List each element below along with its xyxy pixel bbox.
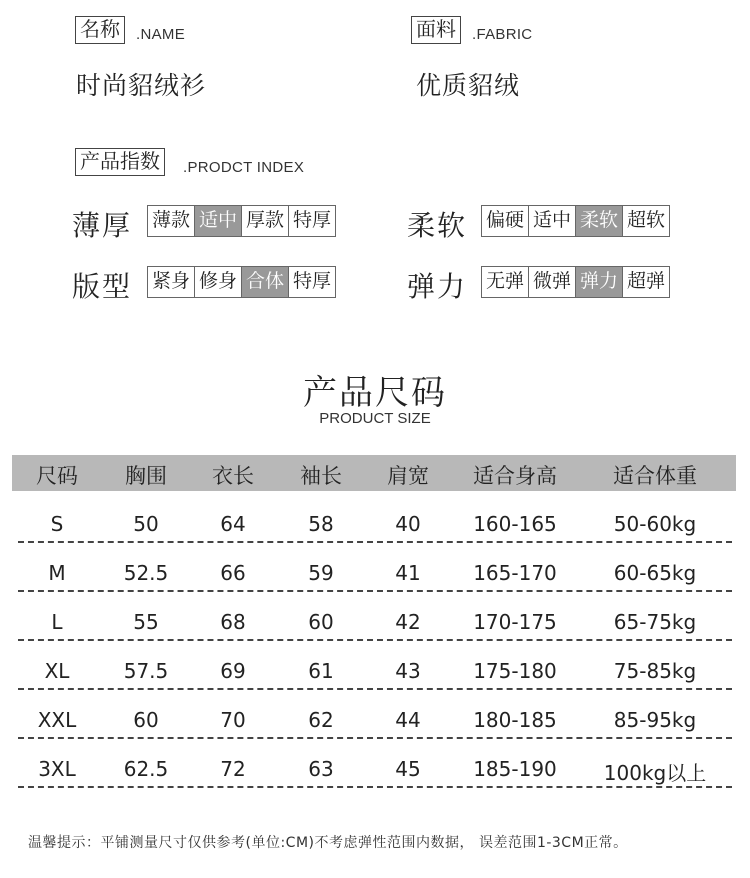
table-cell: 63 (308, 757, 334, 781)
table-cell: 69 (220, 659, 246, 683)
size-title: 产品尺码 (303, 373, 447, 413)
table-cell: S (50, 512, 64, 536)
row-divider (18, 590, 732, 592)
property-option: 超软 (623, 206, 669, 236)
property-option: 特厚 (289, 267, 335, 297)
fabric-label: 面料 (411, 16, 461, 44)
table-cell: 40 (395, 512, 421, 536)
table-cell: XXL (37, 708, 77, 732)
name-label: 名称 (75, 16, 125, 44)
column-header: 适合体重 (613, 464, 697, 488)
table-cell: 65-75kg (613, 610, 697, 634)
table-cell: 43 (395, 659, 421, 683)
table-cell: 55 (133, 610, 159, 634)
table-cell: 57.5 (123, 659, 169, 683)
table-cell: 60 (308, 610, 334, 634)
table-cell: 60-65kg (613, 561, 697, 585)
table-cell: 50 (133, 512, 159, 536)
table-cell: 75-85kg (613, 659, 697, 683)
name-sub: .NAME (136, 26, 186, 43)
table-cell: 3XL (38, 757, 76, 781)
row-divider (18, 688, 732, 690)
name-value: 时尚貂绒衫 (76, 71, 207, 100)
table-cell: 52.5 (123, 561, 169, 585)
row-divider (18, 786, 732, 788)
table-cell: 62 (308, 708, 334, 732)
property-option: 超弹 (623, 267, 669, 297)
table-cell: 70 (220, 708, 246, 732)
table-cell: 61 (308, 659, 334, 683)
table-cell: 66 (220, 561, 246, 585)
table-cell: 59 (308, 561, 334, 585)
property-option: 修身 (195, 267, 242, 297)
index-label: 产品指数 (75, 148, 165, 176)
property-options (147, 266, 336, 298)
table-cell: 185-190 (473, 757, 557, 781)
table-cell: 50-60kg (613, 512, 697, 536)
property-option: 微弹 (529, 267, 576, 297)
property-options (481, 205, 670, 237)
property-label: 柔软 (407, 209, 468, 242)
table-cell: 64 (220, 512, 246, 536)
table-cell: 85-95kg (613, 708, 697, 732)
table-cell: 160-165 (473, 512, 557, 536)
property-label: 弹力 (407, 270, 468, 303)
table-cell: 42 (395, 610, 421, 634)
property-option: 紧身 (148, 267, 195, 297)
property-options (481, 266, 670, 298)
row-divider (18, 639, 732, 641)
property-option-selected: 弹力 (576, 267, 623, 297)
column-header: 袖长 (300, 464, 342, 488)
table-cell: 165-170 (473, 561, 557, 585)
property-option: 偏硬 (482, 206, 529, 236)
row-divider (18, 541, 732, 543)
table-cell: 41 (395, 561, 421, 585)
row-divider (18, 737, 732, 739)
table-cell: L (51, 610, 63, 634)
table-cell: XL (44, 659, 70, 683)
property-option: 无弹 (482, 267, 529, 297)
table-cell: 60 (133, 708, 159, 732)
property-option: 薄款 (148, 206, 195, 236)
size-table-header (12, 455, 736, 491)
table-cell: 58 (308, 512, 334, 536)
column-header: 衣长 (212, 464, 254, 488)
property-option: 厚款 (242, 206, 289, 236)
property-option-selected: 柔软 (576, 206, 623, 236)
property-option: 适中 (529, 206, 576, 236)
footnote: 温馨提示：平铺测量尺寸仅供参考(单位:CM)不考虑弹性范围内数据， 误差范围1-3CM正常。 (28, 835, 628, 851)
table-cell: 44 (395, 708, 421, 732)
table-cell: 175-180 (473, 659, 557, 683)
column-header: 肩宽 (387, 464, 429, 488)
fabric-value: 优质貂绒 (416, 71, 521, 100)
column-header: 适合身高 (473, 464, 557, 488)
fabric-sub: .FABRIC (472, 26, 533, 43)
table-cell: 72 (220, 757, 246, 781)
property-label: 版型 (72, 270, 133, 303)
size-subtitle: PRODUCT SIZE (319, 410, 431, 427)
table-cell: M (48, 561, 66, 585)
table-cell: 45 (395, 757, 421, 781)
property-options (147, 205, 336, 237)
property-option: 特厚 (289, 206, 335, 236)
property-option-selected: 合体 (242, 267, 289, 297)
table-cell: 62.5 (123, 757, 169, 781)
table-cell: 68 (220, 610, 246, 634)
property-option-selected: 适中 (195, 206, 242, 236)
table-cell: 180-185 (473, 708, 557, 732)
table-cell: 100kg以上 (603, 761, 707, 785)
column-header: 胸围 (125, 464, 167, 488)
column-header: 尺码 (36, 464, 78, 488)
table-cell: 170-175 (473, 610, 557, 634)
index-sub: .PRODCT INDEX (183, 159, 305, 176)
property-label: 薄厚 (72, 209, 133, 242)
